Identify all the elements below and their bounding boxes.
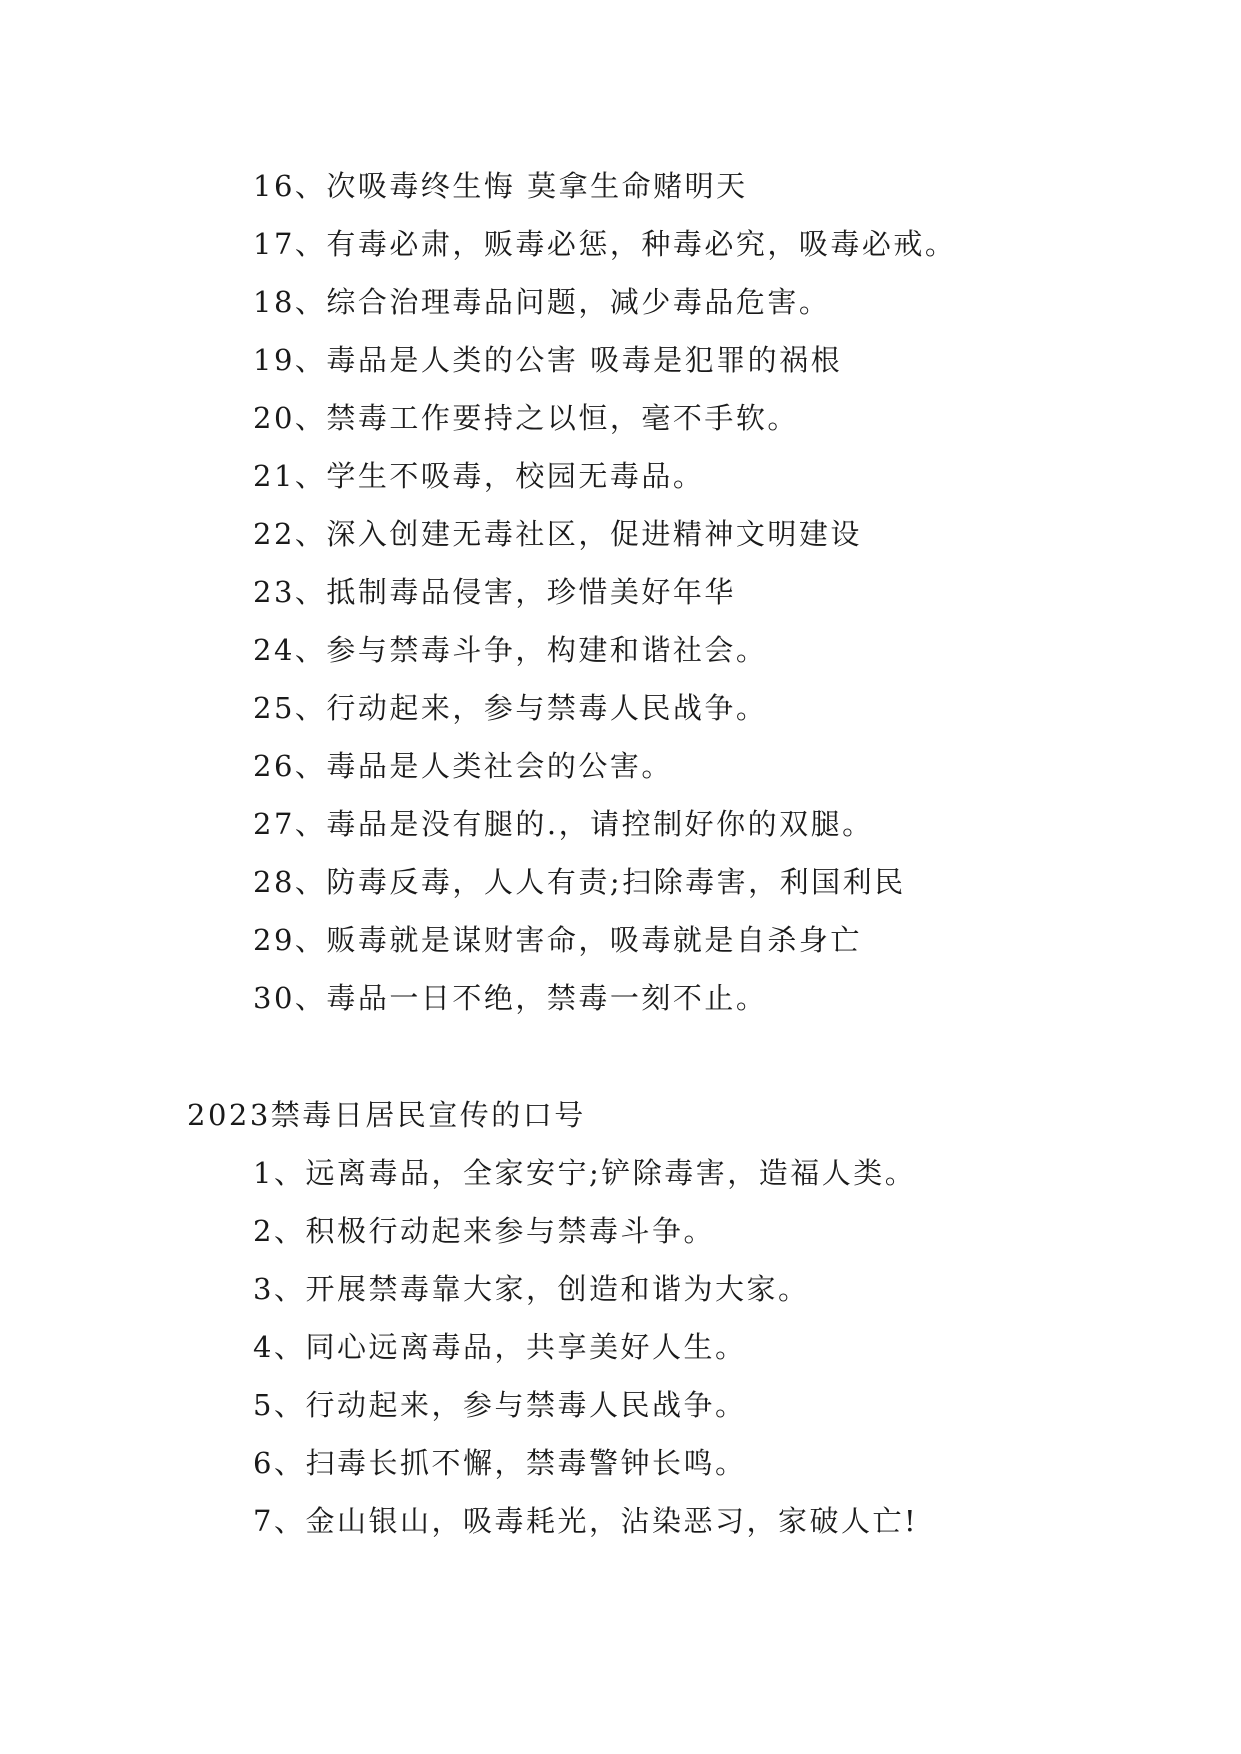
section-heading: 2023禁毒日居民宣传的口号	[187, 1098, 586, 1132]
slogan-item: 16、次吸毒终生悔 莫拿生命赌明天	[253, 169, 748, 203]
slogan-item: 25、行动起来，参与禁毒人民战争。	[253, 691, 768, 725]
slogan-list-continued	[253, 157, 1213, 1027]
slogan-item: 4、同心远离毒品，共享美好人生。	[253, 1330, 747, 1364]
slogan-item: 3、开展禁毒靠大家，创造和谐为大家。	[253, 1272, 810, 1306]
slogan-item: 7、金山银山，吸毒耗光，沾染恶习，家破人亡!	[253, 1504, 919, 1538]
slogan-item: 26、毒品是人类社会的公害。	[253, 749, 673, 783]
slogan-item: 29、贩毒就是谋财害命，吸毒就是自杀身亡	[253, 923, 862, 957]
slogan-item: 18、综合治理毒品问题，减少毒品危害。	[253, 285, 831, 319]
slogan-item: 17、有毒必肃，贩毒必惩，种毒必究，吸毒必戒。	[253, 227, 957, 261]
slogan-item: 2、积极行动起来参与禁毒斗争。	[253, 1214, 715, 1248]
slogan-item: 23、抵制毒品侵害，珍惜美好年华	[253, 575, 736, 609]
slogan-item: 1、远离毒品，全家安宁;铲除毒害，造福人类。	[253, 1156, 917, 1190]
slogan-item: 30、毒品一日不绝，禁毒一刻不止。	[253, 981, 768, 1015]
slogan-item: 19、毒品是人类的公害 吸毒是犯罪的祸根	[253, 343, 843, 377]
slogan-item: 5、行动起来，参与禁毒人民战争。	[253, 1388, 747, 1422]
slogan-item: 21、学生不吸毒，校园无毒品。	[253, 459, 705, 493]
slogan-item: 6、扫毒长抓不懈，禁毒警钟长鸣。	[253, 1446, 747, 1480]
resident-slogan-list	[253, 1144, 1213, 1550]
slogan-item: 27、毒品是没有腿的.，请控制好你的双腿。	[253, 807, 874, 841]
slogan-item: 20、禁毒工作要持之以恒，毫不手软。	[253, 401, 799, 435]
slogan-item: 22、深入创建无毒社区，促进精神文明建设	[253, 517, 862, 551]
slogan-item: 24、参与禁毒斗争，构建和谐社会。	[253, 633, 768, 667]
slogan-item: 28、防毒反毒，人人有责;扫除毒害，利国利民	[253, 865, 906, 899]
